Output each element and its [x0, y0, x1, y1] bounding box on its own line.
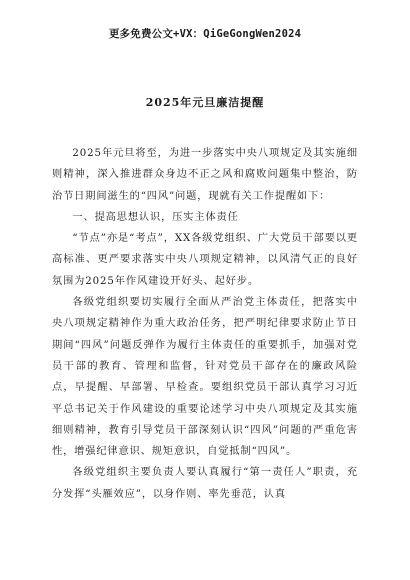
paragraph-leaders: 各级党组织主要负责人要认真履行“第一责任人”职责，充分发挥“头雁效应”，以身作则、率先垂范，认真: [52, 467, 358, 500]
paragraph-intro: 2025年元旦将至，为进一步落实中央八项规定及其实施细则精神，深入推进群众身边不正之风和腐败问题集中整治，防治节日期间滋生的“四风”问题，现就有关工作提醒如下：: [52, 148, 358, 202]
header-note: 更多免费公文+VX：QiGeGongWen2024: [108, 28, 302, 40]
paragraph-node: “节点”亦是“考点”，XX各级党组织、广大党员干部要以更高标准、更严要求落实中央八项规定精神，以风清气正的良好氛围为2025年作风建设开好头、起好步。: [52, 233, 358, 287]
paragraph-responsibility: 各级党组织要切实履行全面从严治党主体责任，把落实中央八项规定精神作为重大政治任务，把严明纪律要求防止节日期间“四风”问题反弹作为履行主体责任的重要抓手，加强对党员干部的教育、管理和监督，针对党员干部存在的廉政风险点，早提醒、早部署、早检查。要组织党员干部认真学习习近平总书记关于作风建设的重要论述学习中央八项规定及其实施细则精神，教育引导党员干部深刻认识“四风”问题的严重危害性，增强纪律意识、规矩意识，自觉抵制“四风”。: [52, 297, 358, 458]
document-title: 2025年元旦廉洁提醒: [145, 96, 265, 109]
document-body: [52, 143, 358, 505]
section-heading: 一、提高思想认识，压实主体责任: [72, 211, 239, 223]
